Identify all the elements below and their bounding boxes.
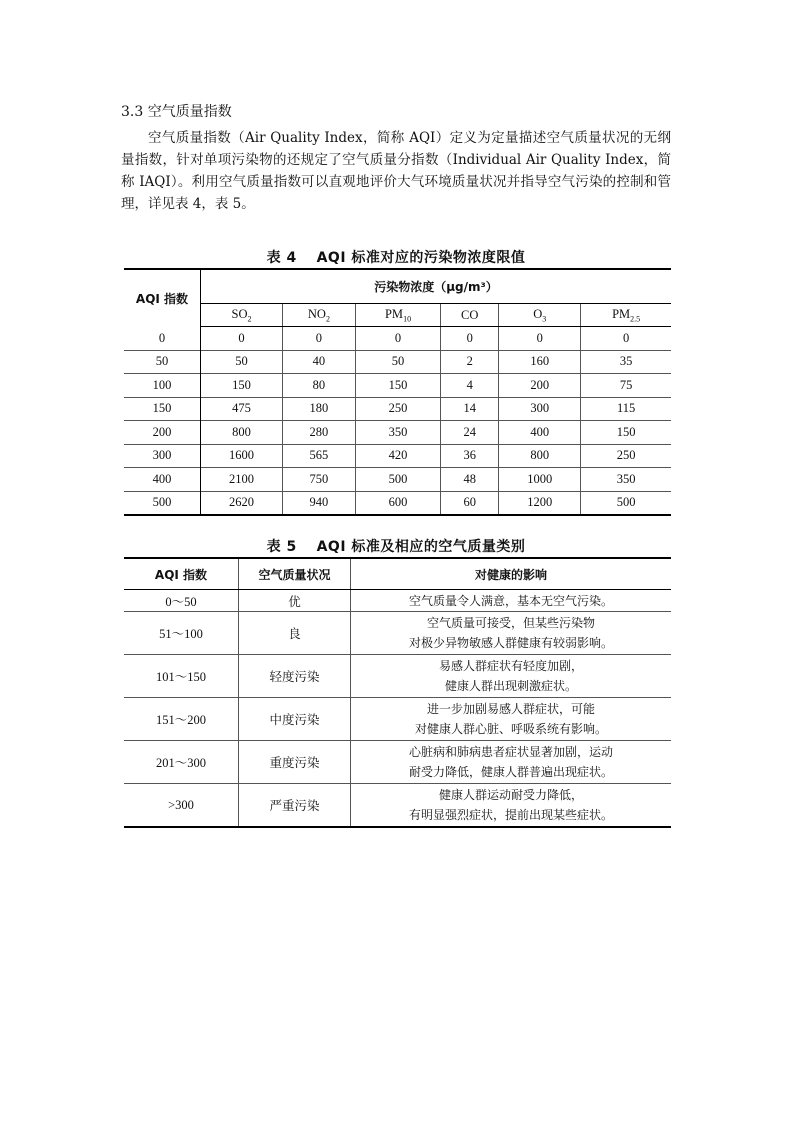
health-effect-line: 耐受力降低，健康人群普遍出现症状。 [408,765,613,779]
health-effect-cell [351,612,672,655]
concentration-cell: 2620 [201,491,283,515]
table4-pollutant-limits [124,268,671,516]
concentration-cell: 50 [355,350,440,374]
quality-status-cell: 中度污染 [239,698,351,741]
table5-status-header: 空气质量状况 [239,558,351,590]
concentration-cell: 600 [355,491,440,515]
aqi-range-cell: 201～300 [124,741,239,784]
pollutant-name: CO [461,307,479,322]
concentration-cell: 2 [441,350,499,374]
pollutant-subscript: 2.5 [630,314,641,324]
aqi-range-cell: 151～200 [124,698,239,741]
aqi-range-cell: >300 [124,784,239,828]
concentration-cell: 1200 [499,491,581,515]
table-row [124,491,671,515]
quality-status-cell: 优 [239,590,351,612]
health-effect-line: 对极少异物敏感人群健康有较弱影响。 [408,636,613,650]
table4-pollutant-0 [201,304,283,327]
table4-pollutant-3 [441,304,499,327]
pollutant-subscript: 10 [403,314,412,324]
table4-caption: 表 4 AQI 标准对应的污染物浓度限值 [266,250,526,266]
table4-pollutant-5 [581,304,671,327]
health-effect-line: 进一步加剧易感人群症状，可能 [426,702,595,716]
pollutant-name: O [533,306,543,321]
aqi-cell: 0 [124,327,201,351]
table5-aqi-header: AQI 指数 [124,558,239,590]
aqi-cell: 100 [124,374,201,398]
section-heading: 3.3 空气质量指数 [121,104,232,120]
concentration-cell: 180 [283,397,356,421]
concentration-cell: 250 [581,444,671,468]
table-row [124,421,671,445]
quality-status-cell: 轻度污染 [239,655,351,698]
aqi-range-cell: 0～50 [124,590,239,612]
table4-aqi-header: AQI 指数 [124,269,201,327]
concentration-cell: 750 [283,468,356,492]
health-effect-line: 空气质量可接受，但某些污染物 [426,616,595,630]
aqi-cell: 500 [124,491,201,515]
pollutant-subscript: 2 [325,314,330,324]
concentration-cell: 200 [499,374,581,398]
aqi-range-cell: 101～150 [124,655,239,698]
table-row [124,698,671,741]
concentration-cell: 115 [581,397,671,421]
concentration-cell: 36 [441,444,499,468]
aqi-cell: 200 [124,421,201,445]
concentration-cell: 150 [581,421,671,445]
concentration-cell: 0 [355,327,440,351]
quality-status-cell: 良 [239,612,351,655]
concentration-cell: 48 [441,468,499,492]
concentration-cell: 940 [283,491,356,515]
pollutant-name: PM [384,306,404,321]
table-row [124,655,671,698]
concentration-cell: 0 [499,327,581,351]
concentration-cell: 350 [355,421,440,445]
concentration-cell: 565 [283,444,356,468]
table-row [124,468,671,492]
concentration-cell: 24 [441,421,499,445]
concentration-cell: 0 [581,327,671,351]
concentration-cell: 500 [355,468,440,492]
table5-air-quality-categories [124,557,671,828]
quality-status-cell: 严重污染 [239,784,351,828]
concentration-cell: 800 [499,444,581,468]
concentration-cell: 60 [441,491,499,515]
concentration-cell: 280 [283,421,356,445]
concentration-cell: 80 [283,374,356,398]
concentration-cell: 0 [238,330,245,345]
aqi-cell: 300 [124,444,201,468]
concentration-cell: 400 [499,421,581,445]
table-row [124,327,671,351]
quality-status-cell: 重度污染 [239,741,351,784]
concentration-cell: 2100 [201,468,283,492]
concentration-cell: 14 [441,397,499,421]
health-effect-cell [351,741,672,784]
table-row [124,397,671,421]
concentration-cell: 75 [581,374,671,398]
pollutant-name: NO [307,306,326,321]
table-row [124,374,671,398]
table5-caption: 表 5 AQI 标准及相应的空气质量类别 [266,539,526,555]
table4-pollutant-2 [355,304,440,327]
health-effect-cell [351,655,672,698]
table-row [124,350,671,374]
concentration-cell: 150 [355,374,440,398]
concentration-cell: 50 [201,350,283,374]
intro-paragraph [121,127,671,215]
table4-pollutant-1 [283,304,356,327]
concentration-cell: 150 [201,374,283,398]
table-row [124,612,671,655]
concentration-cell: 35 [581,350,671,374]
table4-pollutant-4 [499,304,581,327]
concentration-cell: 500 [581,491,671,515]
concentration-cell: 800 [201,421,283,445]
concentration-cell: 0 [441,327,499,351]
health-effect-cell [351,698,672,741]
concentration-cell: 160 [499,350,581,374]
health-effect-cell [351,590,672,612]
pollutant-name: SO [231,306,248,321]
health-effect-line: 心脏病和肺病患者症状显著加剧，运动 [408,745,613,759]
concentration-cell: 40 [283,350,356,374]
concentration-cell: 250 [355,397,440,421]
concentration-cell: 0 [283,327,356,351]
intro-paragraph-text: 空气质量指数（Air Quality Index，简称 AQI）定义为定量描述空气质量状况的无纲量指数，针对单项污染物的还规定了空气质量分指数（Individual Air Quality Index，简称 IAQI）。利用空气质量指数可以直观地评价大气环境质量状况并指导空气污染的控制和管理，详见表 4，表 5。 [121,130,671,212]
table-row [124,444,671,468]
health-effect-line: 对健康人群心脏、呼吸系统有影响。 [414,722,607,736]
health-effect-line: 健康人群运动耐受力降低， [438,788,583,802]
concentration-cell: 350 [581,468,671,492]
health-effect-cell [351,784,672,828]
aqi-cell: 150 [124,397,201,421]
table-row [124,741,671,784]
pollutant-name: PM [612,306,631,321]
concentration-cell: 420 [355,444,440,468]
pollutant-subscript: 3 [542,314,547,324]
table-row [124,784,671,828]
table-row [124,590,671,612]
table5-effect-header: 对健康的影响 [351,558,672,590]
concentration-cell: 4 [441,374,499,398]
pollutant-subscript: 2 [247,314,252,324]
health-effect-line: 有明显强烈症状，提前出现某些症状。 [408,808,613,822]
aqi-range-cell: 51～100 [124,612,239,655]
concentration-cell: 1000 [499,468,581,492]
aqi-cell: 50 [124,350,201,374]
concentration-cell: 300 [499,397,581,421]
health-effect-line: 健康人群出现刺激症状。 [444,679,577,693]
health-effect-line: 空气质量令人满意，基本无空气污染。 [408,593,613,608]
concentration-cell: 475 [201,397,283,421]
health-effect-line: 易感人群症状有轻度加剧， [438,659,583,673]
table4-pollutant-header: 污染物浓度（μg/m³） [201,269,672,304]
aqi-cell: 400 [124,468,201,492]
concentration-cell: 1600 [201,444,283,468]
